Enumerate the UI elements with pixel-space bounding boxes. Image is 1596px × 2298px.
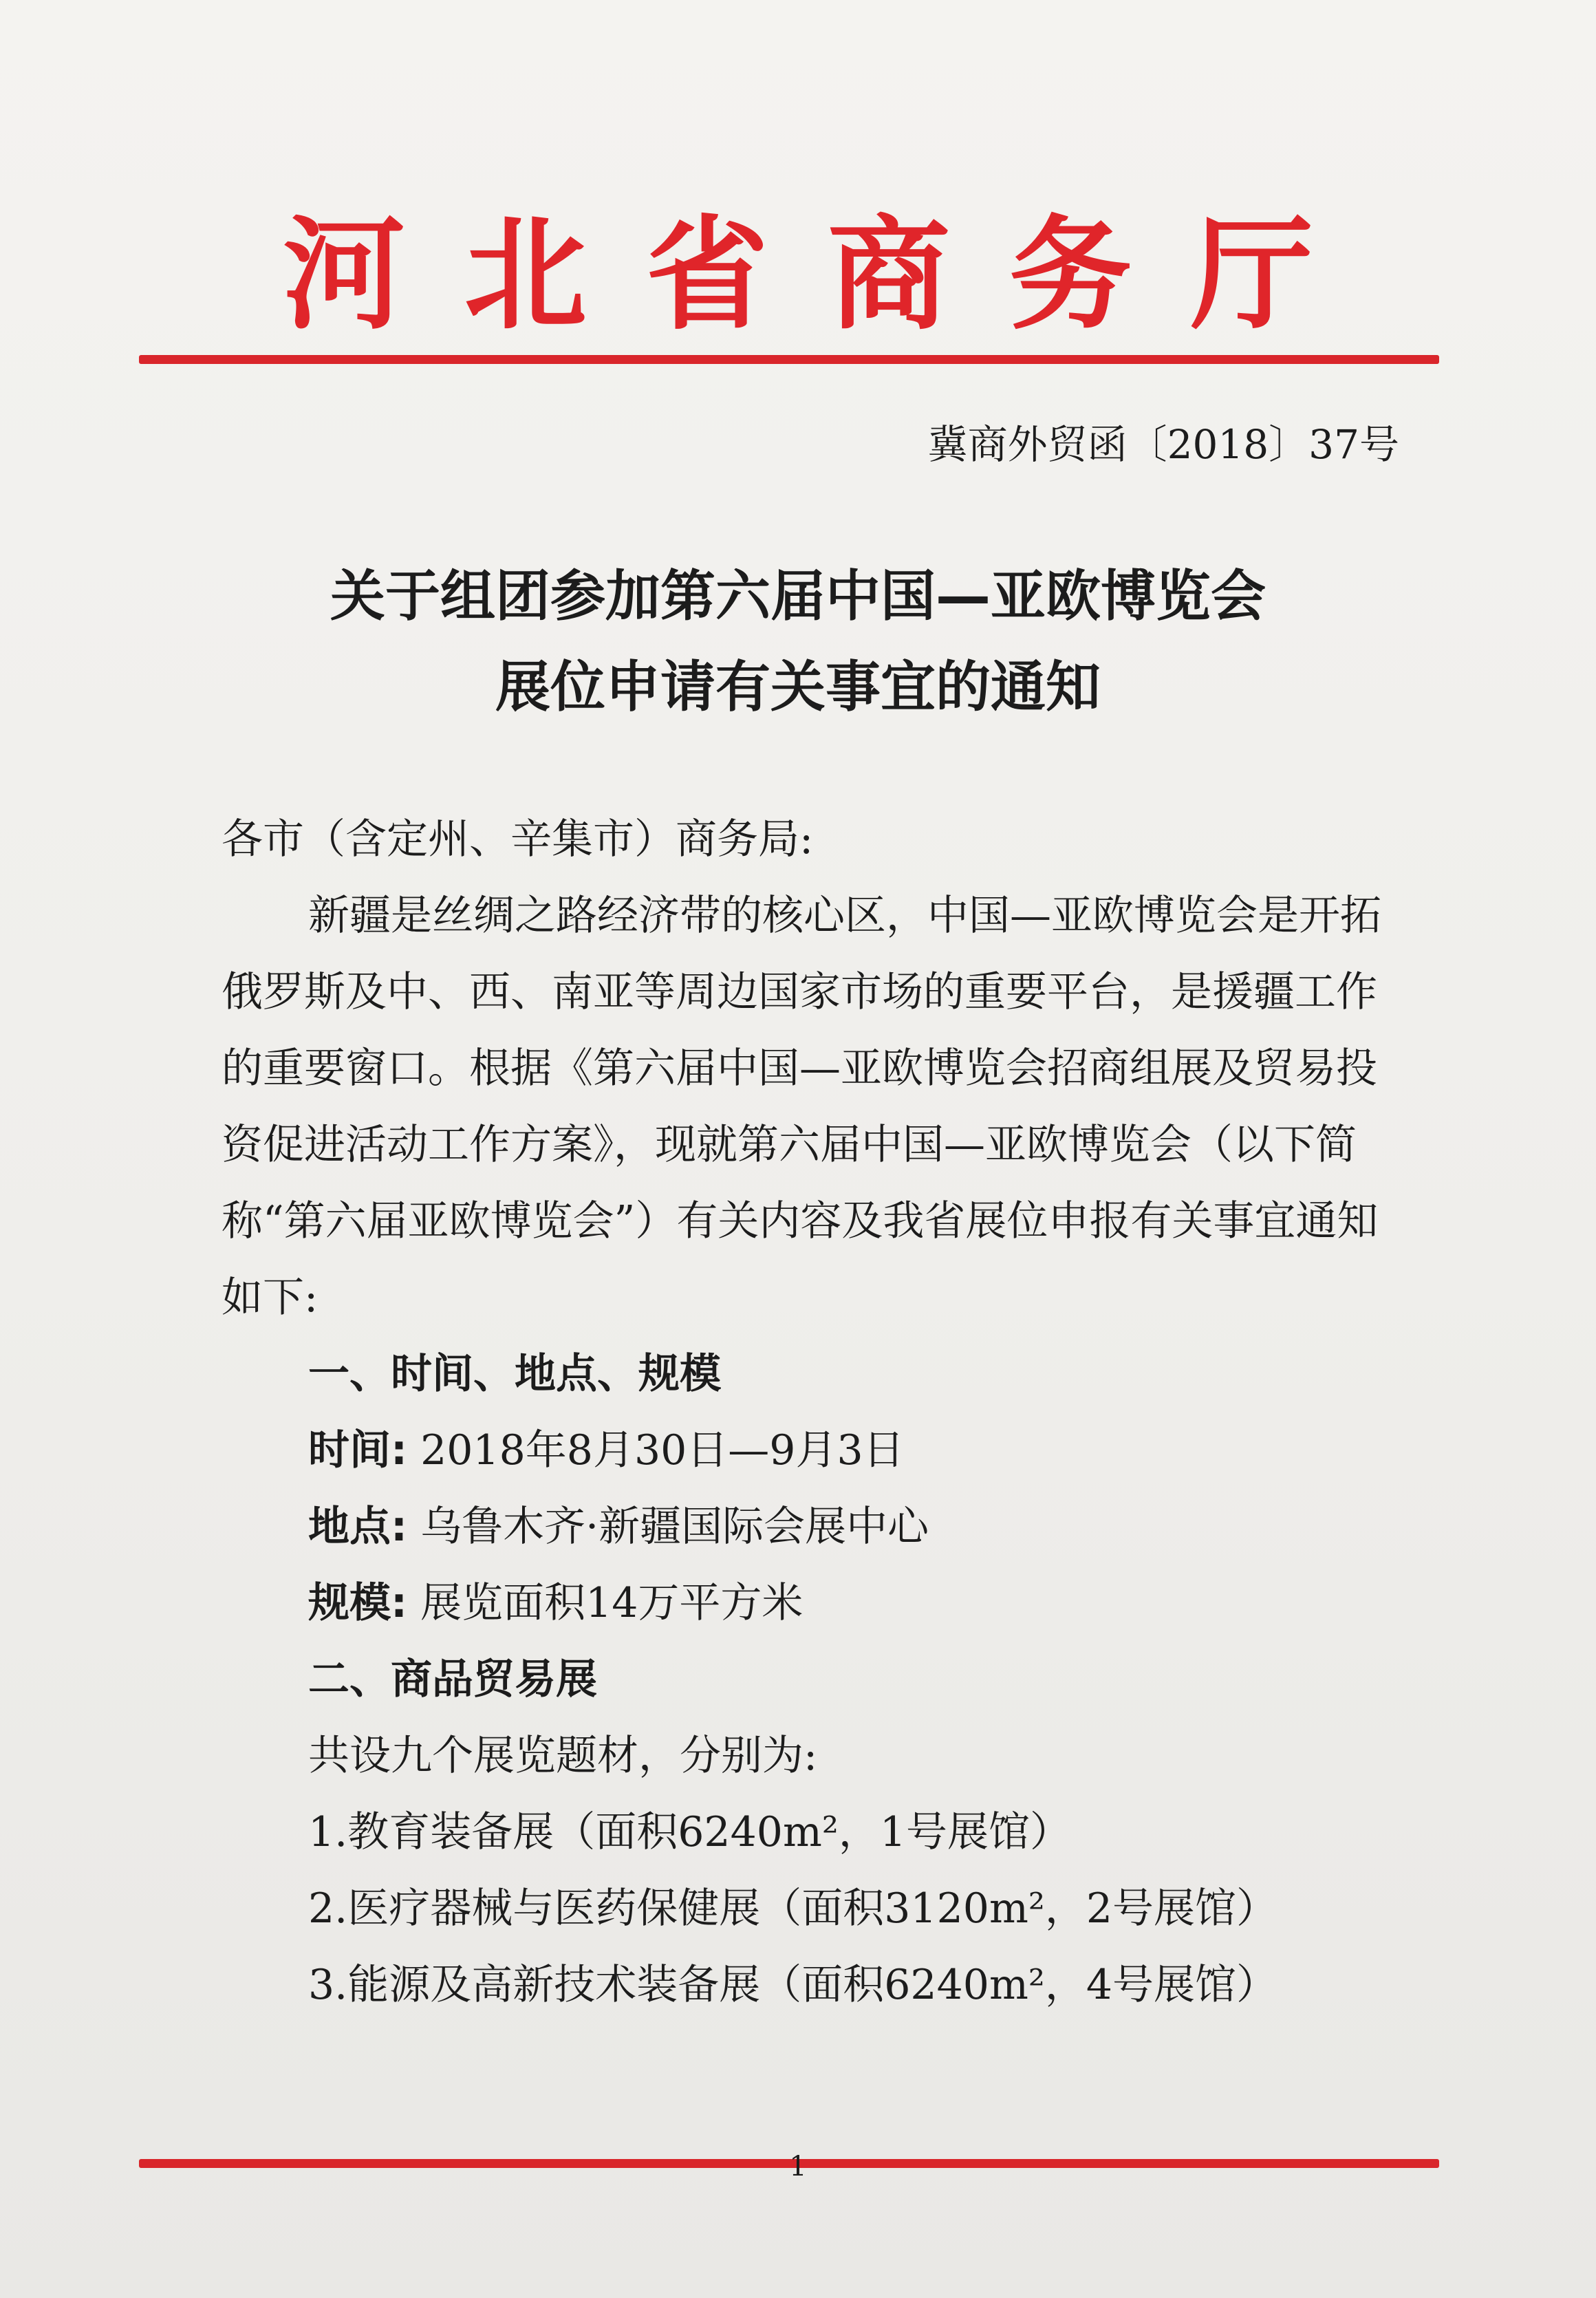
notice-body <box>222 802 1405 2023</box>
time-row <box>222 1413 1405 1489</box>
section-heading-trade-exhibition: 二、商品贸易展 <box>308 1655 597 1704</box>
exhibition-item: 2.医疗器械与医药保健展（面积3120m²，2号展馆） <box>308 1884 1278 1933</box>
paragraph-line: 资促进活动工作方案》，现就第六届中国—亚欧博览会（以下简 <box>222 1121 1357 1169</box>
exhibition-intro: 共设九个展览题材，分别为: <box>308 1732 818 1780</box>
paragraph-line: 称“第六届亚欧博览会”）有关内容及我省展位申报有关事宜通知 <box>222 1197 1379 1245</box>
paragraph-line: 俄罗斯及中、西、南亚等周边国家市场的重要平台，是援疆工作 <box>222 968 1377 1016</box>
document-number: 冀商外贸函〔2018〕37号 <box>927 421 1399 468</box>
paragraph-line: 的重要窗口。根据《第六届中国—亚欧博览会招商组展及贸易投 <box>222 1044 1377 1093</box>
notice-title-line-2: 展位申请有关事宜的通知 <box>495 655 1101 719</box>
time-value: 2018年8月30日—9月3日 <box>407 1426 905 1474</box>
place-value: 乌鲁木齐·新疆国际会展中心 <box>407 1503 929 1551</box>
page-number: 1 <box>789 2151 807 2182</box>
paragraph-line: 如下: <box>222 1274 319 1322</box>
exhibition-item: 3.能源及高新技术装备展（面积6240m²，4号展馆） <box>308 1961 1278 2009</box>
scale-label: 规模: <box>308 1579 407 1627</box>
header-red-rule <box>139 355 1439 364</box>
time-label: 时间: <box>308 1426 407 1474</box>
notice-title-line-1: 关于组团参加第六届中国—亚欧博览会 <box>330 564 1266 628</box>
section-heading-time-place-scale: 一、时间、地点、规模 <box>308 1350 721 1398</box>
scale-value: 展览面积14万平方米 <box>407 1579 804 1627</box>
organization-header: 河北省商务厅 <box>283 204 1372 346</box>
addressee: 各市（含定州、辛集市）商务局: <box>222 815 814 863</box>
exhibition-item: 1.教育装备展（面积6240m²，1号展馆） <box>308 1808 1072 1856</box>
place-label: 地点: <box>308 1503 407 1551</box>
place-row <box>222 1489 1405 1565</box>
scale-row <box>222 1565 1405 1642</box>
paragraph-line: 新疆是丝绸之路经济带的核心区，中国—亚欧博览会是开拓 <box>308 892 1381 940</box>
